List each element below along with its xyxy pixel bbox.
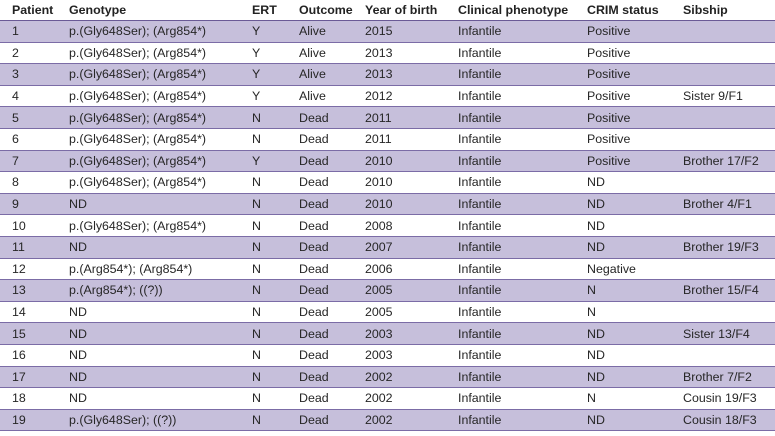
- cell-patient: 13: [0, 280, 57, 302]
- cell-patient: 5: [0, 107, 57, 129]
- cell-genotype: ND: [57, 388, 240, 410]
- cell-outcome: Dead: [287, 236, 353, 258]
- cell-outcome: Dead: [287, 215, 353, 237]
- table-row: [0, 323, 775, 345]
- cell-year-of-birth: 2002: [353, 388, 446, 410]
- table-header-row: [0, 0, 775, 21]
- cell-outcome: Dead: [287, 150, 353, 172]
- cell-outcome: Dead: [287, 388, 353, 410]
- header-year-of-birth: Year of birth: [353, 0, 446, 21]
- cell-year-of-birth: 2012: [353, 85, 446, 107]
- cell-patient: 3: [0, 64, 57, 86]
- table-row: [0, 366, 775, 388]
- cell-crim-status: ND: [575, 366, 671, 388]
- cell-clinical-phenotype: Infantile: [446, 366, 575, 388]
- cell-outcome: Dead: [287, 128, 353, 150]
- cell-ert: Y: [240, 150, 287, 172]
- cell-clinical-phenotype: Infantile: [446, 236, 575, 258]
- cell-genotype: p.(Gly648Ser); (Arg854*): [57, 172, 240, 194]
- cell-clinical-phenotype: Infantile: [446, 409, 575, 431]
- cell-patient: 4: [0, 85, 57, 107]
- header-crim-status: CRIM status: [575, 0, 671, 21]
- cell-patient: 1: [0, 21, 57, 43]
- cell-sibship: [671, 344, 775, 366]
- table-row: [0, 193, 775, 215]
- cell-clinical-phenotype: Infantile: [446, 193, 575, 215]
- cell-crim-status: ND: [575, 344, 671, 366]
- table-row: [0, 85, 775, 107]
- table-row: [0, 409, 775, 431]
- cell-sibship: [671, 301, 775, 323]
- cell-sibship: [671, 128, 775, 150]
- cell-genotype: p.(Gly648Ser); ((?)): [57, 409, 240, 431]
- cell-ert: N: [240, 344, 287, 366]
- cell-clinical-phenotype: Infantile: [446, 388, 575, 410]
- cell-sibship: [671, 215, 775, 237]
- cell-clinical-phenotype: Infantile: [446, 150, 575, 172]
- cell-crim-status: Negative: [575, 258, 671, 280]
- cell-year-of-birth: 2010: [353, 172, 446, 194]
- cell-ert: N: [240, 128, 287, 150]
- cell-sibship: Brother 4/F1: [671, 193, 775, 215]
- cell-outcome: Dead: [287, 193, 353, 215]
- table-row: [0, 258, 775, 280]
- cell-patient: 12: [0, 258, 57, 280]
- cell-sibship: [671, 42, 775, 64]
- cell-genotype: p.(Gly648Ser); (Arg854*): [57, 128, 240, 150]
- cell-crim-status: Positive: [575, 85, 671, 107]
- cell-clinical-phenotype: Infantile: [446, 85, 575, 107]
- cell-sibship: [671, 21, 775, 43]
- cell-crim-status: Positive: [575, 150, 671, 172]
- header-genotype: Genotype: [57, 0, 240, 21]
- cell-patient: 11: [0, 236, 57, 258]
- cell-ert: N: [240, 388, 287, 410]
- cell-clinical-phenotype: Infantile: [446, 172, 575, 194]
- table-row: [0, 388, 775, 410]
- cell-sibship: [671, 64, 775, 86]
- cell-outcome: Dead: [287, 344, 353, 366]
- cell-crim-status: N: [575, 280, 671, 302]
- cell-crim-status: Positive: [575, 21, 671, 43]
- cell-patient: 2: [0, 42, 57, 64]
- cell-ert: N: [240, 172, 287, 194]
- cell-genotype: p.(Gly648Ser); (Arg854*): [57, 215, 240, 237]
- cell-patient: 18: [0, 388, 57, 410]
- cell-sibship: Brother 19/F3: [671, 236, 775, 258]
- cell-genotype: p.(Gly648Ser); (Arg854*): [57, 107, 240, 129]
- cell-genotype: p.(Gly648Ser); (Arg854*): [57, 42, 240, 64]
- cell-outcome: Dead: [287, 409, 353, 431]
- table-row: [0, 301, 775, 323]
- cell-sibship: Cousin 18/F3: [671, 409, 775, 431]
- cell-ert: N: [240, 301, 287, 323]
- header-ert: ERT: [240, 0, 287, 21]
- cell-genotype: p.(Gly648Ser); (Arg854*): [57, 85, 240, 107]
- cell-sibship: [671, 258, 775, 280]
- cell-year-of-birth: 2003: [353, 344, 446, 366]
- cell-genotype: p.(Gly648Ser); (Arg854*): [57, 150, 240, 172]
- header-patient: Patient: [0, 0, 57, 21]
- cell-year-of-birth: 2007: [353, 236, 446, 258]
- cell-ert: N: [240, 236, 287, 258]
- cell-crim-status: ND: [575, 172, 671, 194]
- cell-patient: 16: [0, 344, 57, 366]
- cell-patient: 9: [0, 193, 57, 215]
- cell-genotype: ND: [57, 236, 240, 258]
- cell-year-of-birth: 2002: [353, 366, 446, 388]
- table-row: [0, 64, 775, 86]
- header-clinical-phenotype: Clinical phenotype: [446, 0, 575, 21]
- cell-ert: N: [240, 193, 287, 215]
- table-row: [0, 344, 775, 366]
- cell-patient: 14: [0, 301, 57, 323]
- cell-clinical-phenotype: Infantile: [446, 128, 575, 150]
- cell-year-of-birth: 2002: [353, 409, 446, 431]
- cell-ert: N: [240, 215, 287, 237]
- cell-sibship: Brother 7/F2: [671, 366, 775, 388]
- cell-sibship: Brother 17/F2: [671, 150, 775, 172]
- cell-year-of-birth: 2006: [353, 258, 446, 280]
- table-row: [0, 236, 775, 258]
- cell-year-of-birth: 2005: [353, 301, 446, 323]
- cell-crim-status: ND: [575, 236, 671, 258]
- cell-sibship: Sister 9/F1: [671, 85, 775, 107]
- cell-outcome: Dead: [287, 301, 353, 323]
- cell-patient: 17: [0, 366, 57, 388]
- cell-crim-status: Positive: [575, 107, 671, 129]
- cell-clinical-phenotype: Infantile: [446, 301, 575, 323]
- cell-crim-status: ND: [575, 323, 671, 345]
- cell-patient: 15: [0, 323, 57, 345]
- cell-year-of-birth: 2015: [353, 21, 446, 43]
- cell-outcome: Alive: [287, 85, 353, 107]
- cell-clinical-phenotype: Infantile: [446, 258, 575, 280]
- cell-year-of-birth: 2003: [353, 323, 446, 345]
- table-row: [0, 172, 775, 194]
- cell-ert: Y: [240, 85, 287, 107]
- cell-clinical-phenotype: Infantile: [446, 42, 575, 64]
- table-row: [0, 42, 775, 64]
- cell-crim-status: ND: [575, 193, 671, 215]
- cell-outcome: Alive: [287, 64, 353, 86]
- cell-crim-status: ND: [575, 215, 671, 237]
- cell-outcome: Alive: [287, 42, 353, 64]
- cell-outcome: Dead: [287, 366, 353, 388]
- cell-crim-status: ND: [575, 409, 671, 431]
- cell-ert: N: [240, 280, 287, 302]
- table-row: [0, 280, 775, 302]
- header-outcome: Outcome: [287, 0, 353, 21]
- table-body: [0, 21, 775, 431]
- cell-patient: 19: [0, 409, 57, 431]
- table-row: [0, 21, 775, 43]
- cell-sibship: Sister 13/F4: [671, 323, 775, 345]
- cell-ert: N: [240, 258, 287, 280]
- cell-genotype: ND: [57, 344, 240, 366]
- cell-clinical-phenotype: Infantile: [446, 107, 575, 129]
- cell-year-of-birth: 2010: [353, 193, 446, 215]
- cell-year-of-birth: 2011: [353, 128, 446, 150]
- cell-outcome: Dead: [287, 172, 353, 194]
- cell-genotype: p.(Arg854*); (Arg854*): [57, 258, 240, 280]
- cell-clinical-phenotype: Infantile: [446, 64, 575, 86]
- cell-genotype: ND: [57, 193, 240, 215]
- header-sibship: Sibship: [671, 0, 775, 21]
- cell-patient: 6: [0, 128, 57, 150]
- cell-crim-status: N: [575, 301, 671, 323]
- cell-genotype: p.(Gly648Ser); (Arg854*): [57, 21, 240, 43]
- cell-year-of-birth: 2005: [353, 280, 446, 302]
- cell-crim-status: Positive: [575, 128, 671, 150]
- cell-genotype: p.(Gly648Ser); (Arg854*): [57, 64, 240, 86]
- cell-clinical-phenotype: Infantile: [446, 280, 575, 302]
- cell-outcome: Dead: [287, 280, 353, 302]
- cell-ert: N: [240, 323, 287, 345]
- cell-patient: 7: [0, 150, 57, 172]
- cell-year-of-birth: 2010: [353, 150, 446, 172]
- cell-crim-status: N: [575, 388, 671, 410]
- table-row: [0, 128, 775, 150]
- cell-genotype: p.(Arg854*); ((?)): [57, 280, 240, 302]
- cell-ert: Y: [240, 42, 287, 64]
- cell-ert: Y: [240, 21, 287, 43]
- cell-clinical-phenotype: Infantile: [446, 215, 575, 237]
- cell-sibship: Cousin 19/F3: [671, 388, 775, 410]
- cell-clinical-phenotype: Infantile: [446, 344, 575, 366]
- cell-ert: N: [240, 107, 287, 129]
- cell-crim-status: Positive: [575, 64, 671, 86]
- cell-patient: 8: [0, 172, 57, 194]
- cell-patient: 10: [0, 215, 57, 237]
- cell-genotype: ND: [57, 366, 240, 388]
- cell-genotype: ND: [57, 301, 240, 323]
- cell-outcome: Dead: [287, 323, 353, 345]
- cell-year-of-birth: 2011: [353, 107, 446, 129]
- cell-sibship: Brother 15/F4: [671, 280, 775, 302]
- cell-outcome: Alive: [287, 21, 353, 43]
- cell-clinical-phenotype: Infantile: [446, 323, 575, 345]
- cell-year-of-birth: 2013: [353, 64, 446, 86]
- cell-year-of-birth: 2013: [353, 42, 446, 64]
- cell-genotype: ND: [57, 323, 240, 345]
- cell-crim-status: Positive: [575, 42, 671, 64]
- cell-sibship: [671, 107, 775, 129]
- cell-ert: N: [240, 409, 287, 431]
- cell-ert: N: [240, 366, 287, 388]
- table-row: [0, 150, 775, 172]
- cell-outcome: Dead: [287, 258, 353, 280]
- cell-ert: Y: [240, 64, 287, 86]
- table-row: [0, 107, 775, 129]
- table-row: [0, 215, 775, 237]
- cell-year-of-birth: 2008: [353, 215, 446, 237]
- cell-sibship: [671, 172, 775, 194]
- cell-clinical-phenotype: Infantile: [446, 21, 575, 43]
- cell-outcome: Dead: [287, 107, 353, 129]
